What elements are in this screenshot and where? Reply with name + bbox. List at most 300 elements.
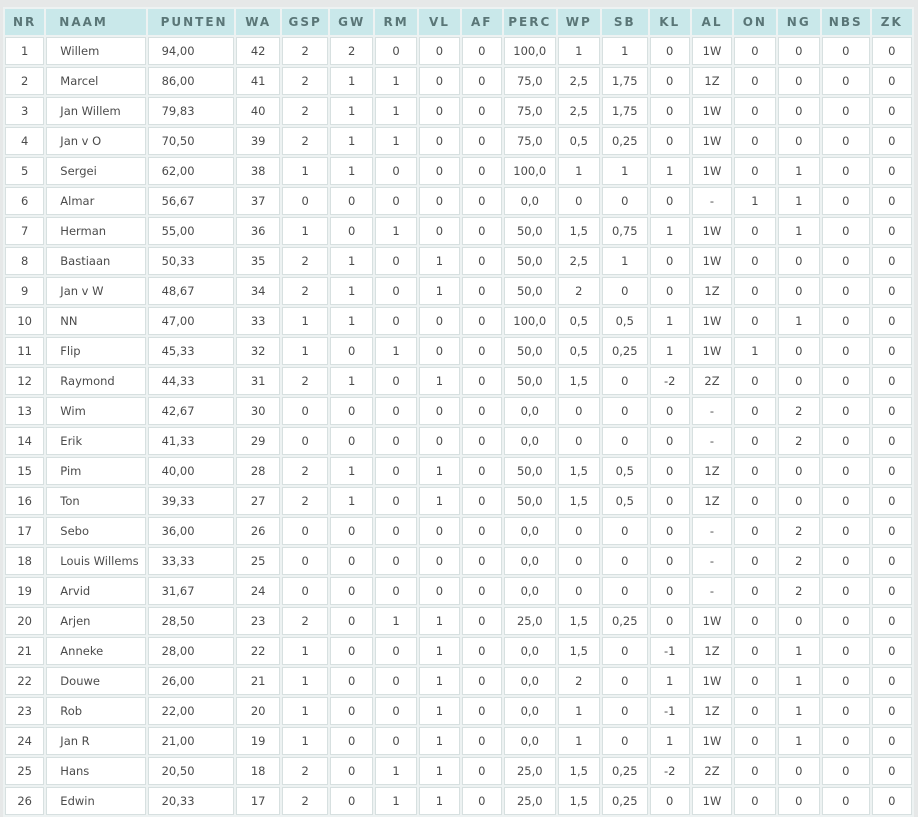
cell-gsp: 2 [282,367,329,395]
cell-gw: 1 [330,157,372,185]
cell-punten: 70,50 [148,127,235,155]
cell-af: 0 [462,457,502,485]
cell-zk: 0 [872,397,912,425]
cell-perc: 0,0 [504,727,556,755]
table-row [5,157,912,185]
cell-gw: 0 [330,607,372,635]
cell-kl: 1 [650,667,690,695]
cell-on: 0 [734,247,775,275]
cell-on: 0 [734,637,775,665]
cell-wa: 24 [236,577,279,605]
cell-rm: 0 [375,637,417,665]
cell-al: 1W [692,127,732,155]
table-row [5,97,912,125]
cell-ng: 0 [778,787,820,815]
cell-al: 1W [692,337,732,365]
cell-wa: 29 [236,427,279,455]
cell-vl: 1 [419,277,459,305]
cell-kl: 0 [650,67,690,95]
cell-zk: 0 [872,217,912,245]
column-header-zk[interactable]: ZK [872,9,912,35]
cell-naam: Jan v W [46,277,145,305]
cell-al: 1Z [692,637,732,665]
cell-naam: Wim [46,397,145,425]
cell-perc: 0,0 [504,517,556,545]
cell-zk: 0 [872,547,912,575]
cell-nr: 26 [5,787,44,815]
cell-ng: 1 [778,697,820,725]
cell-nr: 5 [5,157,44,185]
cell-rm: 0 [375,187,417,215]
cell-kl: 0 [650,787,690,815]
cell-rm: 0 [375,487,417,515]
cell-punten: 33,33 [148,547,235,575]
table-row [5,247,912,275]
cell-nr: 19 [5,577,44,605]
cell-kl: 0 [650,577,690,605]
cell-wa: 25 [236,547,279,575]
cell-perc: 0,0 [504,667,556,695]
cell-on: 0 [734,727,775,755]
cell-naam: Louis Willems [46,547,145,575]
cell-on: 0 [734,307,775,335]
cell-ng: 0 [778,127,820,155]
cell-vl: 0 [419,67,459,95]
cell-ng: 1 [778,307,820,335]
cell-sb: 0,25 [602,787,648,815]
cell-gw: 0 [330,217,372,245]
cell-ng: 0 [778,487,820,515]
cell-sb: 0,25 [602,607,648,635]
cell-perc: 50,0 [504,487,556,515]
cell-wa: 32 [236,337,279,365]
cell-wa: 31 [236,367,279,395]
cell-kl: 0 [650,37,690,65]
cell-wp: 0 [558,517,600,545]
cell-nbs: 0 [822,517,870,545]
cell-zk: 0 [872,97,912,125]
cell-perc: 50,0 [504,217,556,245]
cell-sb: 0,5 [602,457,648,485]
cell-al: 1W [692,37,732,65]
cell-on: 0 [734,547,775,575]
cell-nr: 18 [5,547,44,575]
cell-punten: 86,00 [148,67,235,95]
cell-zk: 0 [872,697,912,725]
column-header-nbs[interactable]: NBS [822,9,870,35]
cell-naam: Sebo [46,517,145,545]
cell-nbs: 0 [822,787,870,815]
column-header-wa[interactable]: WA [236,9,279,35]
cell-gsp: 1 [282,727,329,755]
cell-wp: 1,5 [558,457,600,485]
cell-al: - [692,427,732,455]
cell-gw: 0 [330,757,372,785]
cell-perc: 0,0 [504,547,556,575]
cell-vl: 1 [419,367,459,395]
cell-nbs: 0 [822,757,870,785]
cell-af: 0 [462,397,502,425]
cell-ng: 1 [778,217,820,245]
cell-perc: 75,0 [504,97,556,125]
cell-ng: 2 [778,517,820,545]
cell-rm: 0 [375,397,417,425]
cell-af: 0 [462,157,502,185]
cell-gw: 1 [330,457,372,485]
cell-on: 0 [734,367,775,395]
cell-ng: 0 [778,67,820,95]
cell-rm: 1 [375,67,417,95]
cell-vl: 1 [419,457,459,485]
cell-af: 0 [462,67,502,95]
cell-wp: 0 [558,577,600,605]
cell-on: 0 [734,787,775,815]
cell-gsp: 2 [282,457,329,485]
cell-punten: 20,50 [148,757,235,785]
column-header-gsp[interactable]: GSP [282,9,329,35]
column-header-wp[interactable]: WP [558,9,600,35]
cell-vl: 1 [419,637,459,665]
cell-wp: 2 [558,667,600,695]
cell-zk: 0 [872,787,912,815]
cell-nr: 3 [5,97,44,125]
cell-nbs: 0 [822,67,870,95]
cell-naam: Bastiaan [46,247,145,275]
cell-naam: Almar [46,187,145,215]
cell-sb: 0 [602,187,648,215]
cell-gsp: 2 [282,67,329,95]
table-body [5,37,912,815]
cell-gw: 0 [330,697,372,725]
cell-wp: 1,5 [558,757,600,785]
column-header-ng[interactable]: NG [778,9,820,35]
cell-ng: 2 [778,397,820,425]
cell-naam: Jan v O [46,127,145,155]
cell-sb: 0 [602,577,648,605]
cell-ng: 0 [778,757,820,785]
standings-table [3,7,914,817]
cell-sb: 0 [602,667,648,695]
cell-wp: 0 [558,547,600,575]
cell-nr: 22 [5,667,44,695]
cell-naam: NN [46,307,145,335]
cell-naam: Jan Willem [46,97,145,125]
cell-rm: 1 [375,787,417,815]
cell-rm: 0 [375,457,417,485]
cell-kl: 0 [650,97,690,125]
cell-gsp: 0 [282,187,329,215]
cell-gsp: 0 [282,427,329,455]
cell-wa: 42 [236,37,279,65]
column-header-kl[interactable]: KL [650,9,690,35]
column-header-naam[interactable]: NAAM [46,9,145,35]
cell-vl: 0 [419,337,459,365]
cell-al: 1W [692,217,732,245]
cell-nbs: 0 [822,247,870,275]
cell-gsp: 2 [282,277,329,305]
cell-kl: 0 [650,277,690,305]
cell-on: 0 [734,427,775,455]
cell-punten: 36,00 [148,517,235,545]
cell-af: 0 [462,187,502,215]
cell-nbs: 0 [822,367,870,395]
cell-rm: 0 [375,427,417,455]
cell-wp: 1,5 [558,367,600,395]
cell-nr: 16 [5,487,44,515]
cell-rm: 1 [375,217,417,245]
column-header-rm[interactable]: RM [375,9,417,35]
cell-nbs: 0 [822,727,870,755]
cell-naam: Herman [46,217,145,245]
cell-perc: 0,0 [504,397,556,425]
cell-on: 0 [734,517,775,545]
cell-gw: 1 [330,307,372,335]
cell-nbs: 0 [822,457,870,485]
table-row [5,337,912,365]
cell-punten: 26,00 [148,667,235,695]
cell-zk: 0 [872,607,912,635]
cell-perc: 75,0 [504,127,556,155]
cell-naam: Douwe [46,667,145,695]
cell-sb: 0 [602,277,648,305]
column-header-vl[interactable]: VL [419,9,459,35]
cell-af: 0 [462,517,502,545]
table-row [5,757,912,785]
cell-perc: 100,0 [504,157,556,185]
cell-nbs: 0 [822,127,870,155]
cell-perc: 25,0 [504,757,556,785]
cell-nbs: 0 [822,307,870,335]
cell-kl: 0 [650,457,690,485]
cell-wa: 39 [236,127,279,155]
cell-nr: 13 [5,397,44,425]
cell-wp: 2,5 [558,247,600,275]
cell-al: 1W [692,307,732,335]
cell-on: 0 [734,757,775,785]
cell-af: 0 [462,727,502,755]
cell-wa: 19 [236,727,279,755]
cell-rm: 1 [375,607,417,635]
cell-nr: 10 [5,307,44,335]
cell-gw: 2 [330,37,372,65]
cell-al: - [692,547,732,575]
cell-vl: 1 [419,487,459,515]
cell-on: 0 [734,487,775,515]
cell-nr: 8 [5,247,44,275]
cell-al: - [692,517,732,545]
cell-perc: 0,0 [504,697,556,725]
cell-naam: Arvid [46,577,145,605]
cell-wa: 23 [236,607,279,635]
cell-on: 1 [734,187,775,215]
cell-gsp: 0 [282,547,329,575]
cell-naam: Willem [46,37,145,65]
cell-perc: 0,0 [504,187,556,215]
cell-gsp: 1 [282,337,329,365]
table-row [5,397,912,425]
cell-nbs: 0 [822,37,870,65]
cell-gsp: 2 [282,787,329,815]
cell-nr: 21 [5,637,44,665]
table-row [5,607,912,635]
cell-kl: -2 [650,757,690,785]
cell-on: 1 [734,337,775,365]
cell-al: 1Z [692,457,732,485]
column-header-punten[interactable]: PUNTEN [148,9,235,35]
cell-wa: 18 [236,757,279,785]
cell-gw: 0 [330,517,372,545]
cell-kl: 0 [650,487,690,515]
cell-vl: 1 [419,247,459,275]
cell-wa: 36 [236,217,279,245]
cell-nr: 9 [5,277,44,305]
cell-gw: 1 [330,367,372,395]
cell-gsp: 2 [282,247,329,275]
column-header-gw[interactable]: GW [330,9,372,35]
cell-wp: 1,5 [558,637,600,665]
cell-gsp: 0 [282,577,329,605]
cell-wp: 0,5 [558,337,600,365]
cell-af: 0 [462,637,502,665]
cell-wp: 0 [558,427,600,455]
cell-on: 0 [734,37,775,65]
cell-nbs: 0 [822,637,870,665]
column-header-on[interactable]: ON [734,9,775,35]
cell-gw: 1 [330,277,372,305]
cell-rm: 0 [375,697,417,725]
cell-sb: 0 [602,727,648,755]
cell-ng: 0 [778,367,820,395]
cell-sb: 1,75 [602,67,648,95]
cell-nr: 14 [5,427,44,455]
cell-perc: 50,0 [504,367,556,395]
cell-vl: 1 [419,727,459,755]
cell-gsp: 1 [282,697,329,725]
cell-nbs: 0 [822,577,870,605]
cell-sb: 0,25 [602,127,648,155]
cell-vl: 0 [419,307,459,335]
cell-sb: 0,5 [602,307,648,335]
cell-af: 0 [462,337,502,365]
cell-rm: 0 [375,157,417,185]
cell-gsp: 1 [282,667,329,695]
cell-vl: 0 [419,157,459,185]
cell-gw: 0 [330,667,372,695]
cell-kl: 0 [650,397,690,425]
column-header-af[interactable]: AF [462,9,502,35]
cell-gw: 0 [330,187,372,215]
cell-gw: 0 [330,637,372,665]
cell-on: 0 [734,67,775,95]
cell-gw: 1 [330,97,372,125]
cell-sb: 0 [602,367,648,395]
standings-panel [3,7,914,817]
cell-ng: 2 [778,577,820,605]
table-row [5,367,912,395]
cell-naam: Ton [46,487,145,515]
cell-sb: 1 [602,157,648,185]
cell-gsp: 0 [282,517,329,545]
table-row [5,67,912,95]
cell-wa: 26 [236,517,279,545]
column-header-nr[interactable]: NR [5,9,44,35]
cell-wa: 33 [236,307,279,335]
cell-zk: 0 [872,367,912,395]
cell-wp: 2,5 [558,67,600,95]
cell-rm: 0 [375,307,417,335]
cell-zk: 0 [872,667,912,695]
cell-nr: 6 [5,187,44,215]
column-header-al[interactable]: AL [692,9,732,35]
cell-kl: 0 [650,547,690,575]
cell-on: 0 [734,607,775,635]
column-header-sb[interactable]: SB [602,9,648,35]
cell-al: 2Z [692,367,732,395]
cell-zk: 0 [872,517,912,545]
cell-punten: 20,33 [148,787,235,815]
cell-sb: 0 [602,397,648,425]
cell-sb: 0 [602,547,648,575]
cell-rm: 0 [375,517,417,545]
cell-af: 0 [462,247,502,275]
cell-naam: Hans [46,757,145,785]
cell-vl: 0 [419,187,459,215]
cell-nbs: 0 [822,337,870,365]
cell-sb: 1,75 [602,97,648,125]
cell-nbs: 0 [822,157,870,185]
cell-gw: 0 [330,427,372,455]
cell-wp: 1,5 [558,787,600,815]
table-row [5,457,912,485]
cell-nr: 7 [5,217,44,245]
cell-gw: 0 [330,397,372,425]
cell-gw: 1 [330,487,372,515]
cell-naam: Erik [46,427,145,455]
cell-perc: 25,0 [504,607,556,635]
table-row [5,127,912,155]
cell-nr: 4 [5,127,44,155]
cell-on: 0 [734,127,775,155]
cell-wp: 1,5 [558,487,600,515]
cell-ng: 0 [778,97,820,125]
cell-wa: 38 [236,157,279,185]
cell-punten: 62,00 [148,157,235,185]
cell-naam: Pim [46,457,145,485]
table-row [5,577,912,605]
cell-rm: 1 [375,127,417,155]
cell-perc: 50,0 [504,277,556,305]
table-row [5,547,912,575]
table-row [5,517,912,545]
cell-kl: 1 [650,307,690,335]
cell-al: 1W [692,727,732,755]
cell-al: 1Z [692,697,732,725]
cell-zk: 0 [872,127,912,155]
cell-wp: 1 [558,697,600,725]
cell-af: 0 [462,787,502,815]
cell-perc: 0,0 [504,577,556,605]
cell-af: 0 [462,97,502,125]
cell-ng: 1 [778,727,820,755]
table-row [5,787,912,815]
cell-perc: 50,0 [504,247,556,275]
cell-ng: 0 [778,277,820,305]
cell-nbs: 0 [822,667,870,695]
column-header-perc[interactable]: PERC [504,9,556,35]
cell-kl: 0 [650,427,690,455]
table-header [5,9,912,35]
cell-kl: 0 [650,517,690,545]
